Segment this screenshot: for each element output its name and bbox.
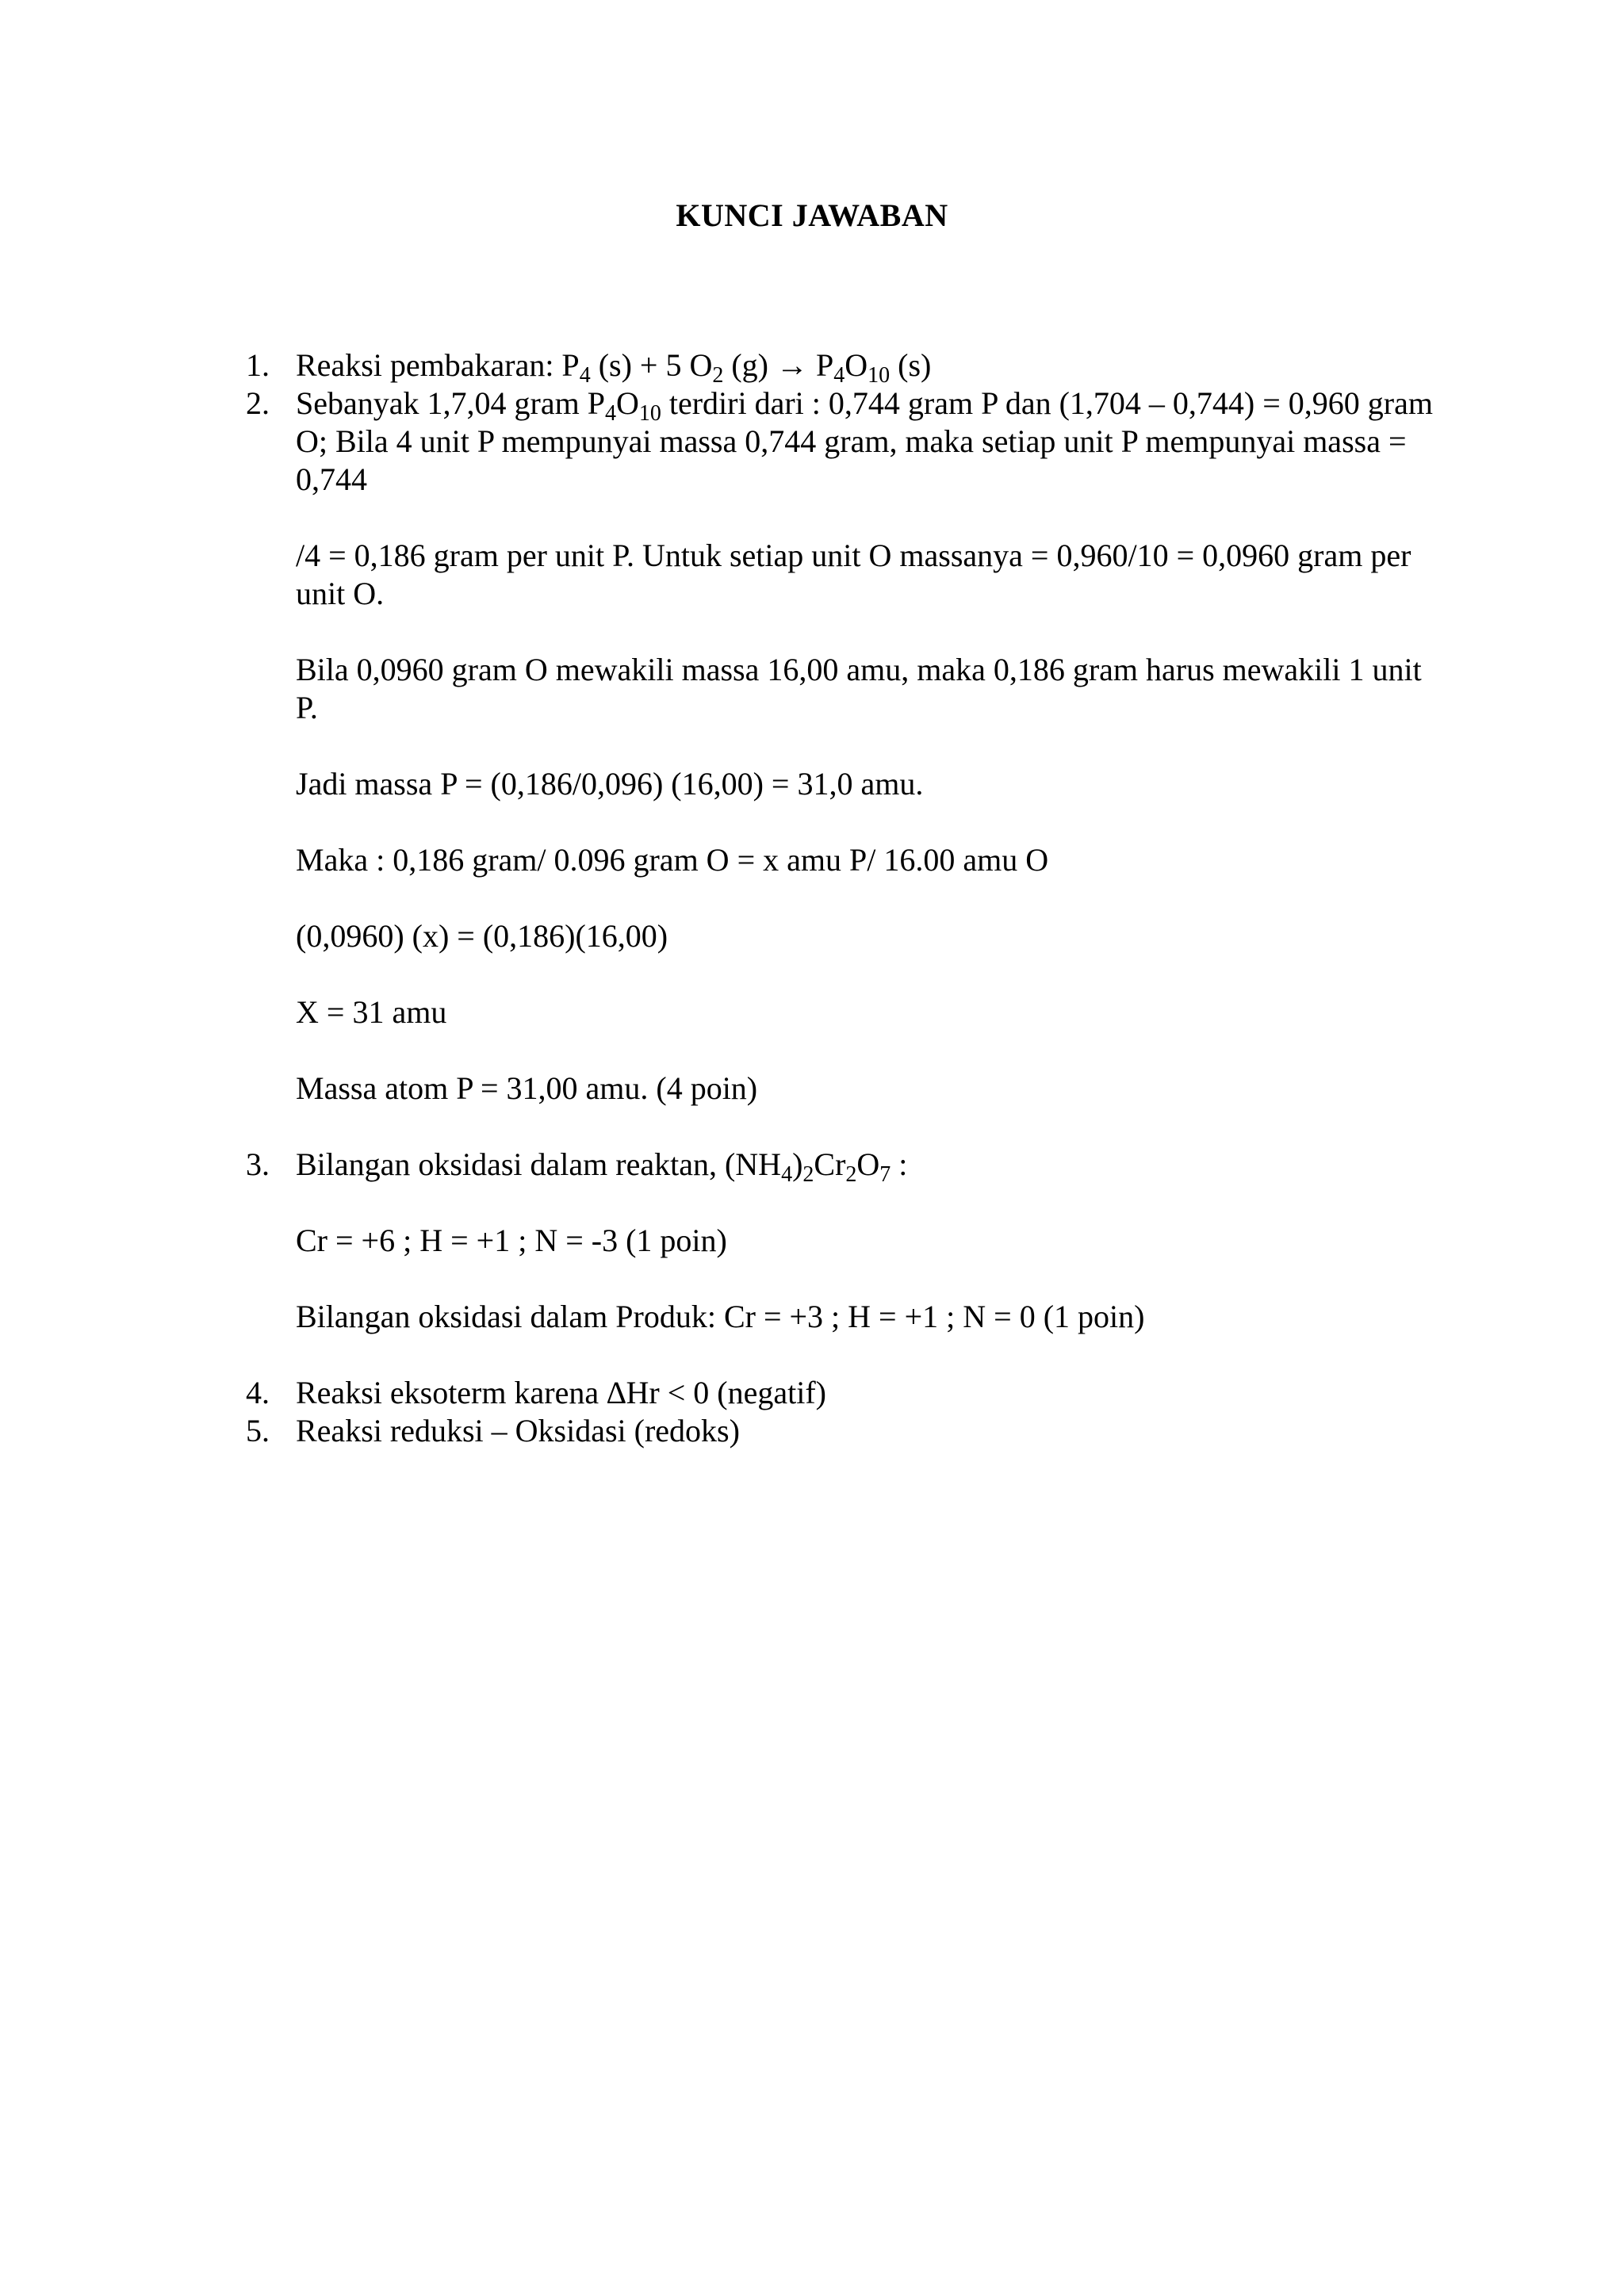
answer-item-2 [246,385,1435,1108]
item-number: 4. [246,1375,270,1410]
text-segment: Reaksi pembakaran: P [296,347,580,383]
text-segment: terdiri dari : 0,744 gram P dan (1,704 – 0,744) = 0,960 gram O; Bila 4 unit P mempunyai massa 0,744 gram, maka setiap unit P mempunyai massa = 0,744 [296,385,1433,497]
subscript: 2 [845,1162,857,1187]
text-segment: O [615,385,639,421]
text-segment: Bilangan oksidasi dalam reaktan, (NH [296,1146,782,1182]
item-paragraph: /4 = 0,186 gram per unit P. Untuk setiap unit O massanya = 0,960/10 = 0,0960 gram per unit O. [296,538,1411,611]
item-paragraph: Maka : 0,186 gram/ 0.096 gram O = x amu P/ 16.00 amu O [296,842,1049,878]
page-title: KUNCI JAWABAN [676,197,948,233]
answer-item-3 [246,1146,1435,1336]
item-paragraph [296,1146,1435,1187]
item-number: 2. [246,385,270,421]
subscript: 2 [802,1162,814,1187]
item-number: 3. [246,1146,270,1182]
item-paragraph: (0,0960) (x) = (0,186)(16,00) [296,918,668,954]
subscript: 10 [638,401,661,426]
subscript: 4 [833,363,845,388]
item-number: 5. [246,1413,270,1448]
item-text: Reaksi reduksi – Oksidasi (redoks) [296,1413,740,1448]
subscript: 10 [868,363,891,388]
subscript: 4 [781,1162,793,1187]
subscript: 4 [579,363,591,388]
answer-item-1 [246,346,1435,388]
text-segment: (g) → P [723,347,834,383]
item-number: 1. [246,347,270,383]
item-paragraph: Jadi massa P = (0,186/0,096) (16,00) = 31,0 amu. [296,766,924,802]
text-segment: O [856,1146,880,1182]
text-segment: Sebanyak 1,7,04 gram P [296,385,605,421]
item-paragraph: Bilangan oksidasi dalam Produk: Cr = +3 ; H = +1 ; N = 0 (1 poin) [296,1299,1145,1334]
text-segment: ) [792,1146,803,1182]
text-segment: O [845,347,868,383]
text-segment: : [891,1146,908,1182]
subscript: 7 [879,1162,891,1187]
text-segment: Cr [814,1146,846,1182]
item-paragraph: Massa atom P = 31,00 amu. (4 poin) [296,1070,758,1106]
text-segment: (s) + 5 O [590,347,713,383]
item-text [296,346,1435,388]
item-paragraph: X = 31 amu [296,994,447,1030]
subscript: 4 [604,401,616,426]
answer-item-4 [246,1374,1435,1412]
answer-item-5 [246,1412,1435,1450]
item-text: Reaksi eksoterm karena ∆Hr < 0 (negatif) [296,1375,827,1410]
item-paragraph: Bila 0,0960 gram O mewakili massa 16,00 amu, maka 0,186 gram harus mewakili 1 unit P. [296,652,1422,725]
text-segment: (s) [890,347,932,383]
item-paragraph [296,385,1435,499]
item-paragraph: Cr = +6 ; H = +1 ; N = -3 (1 poin) [296,1223,727,1258]
answer-list [246,346,1435,1450]
subscript: 2 [712,363,724,388]
